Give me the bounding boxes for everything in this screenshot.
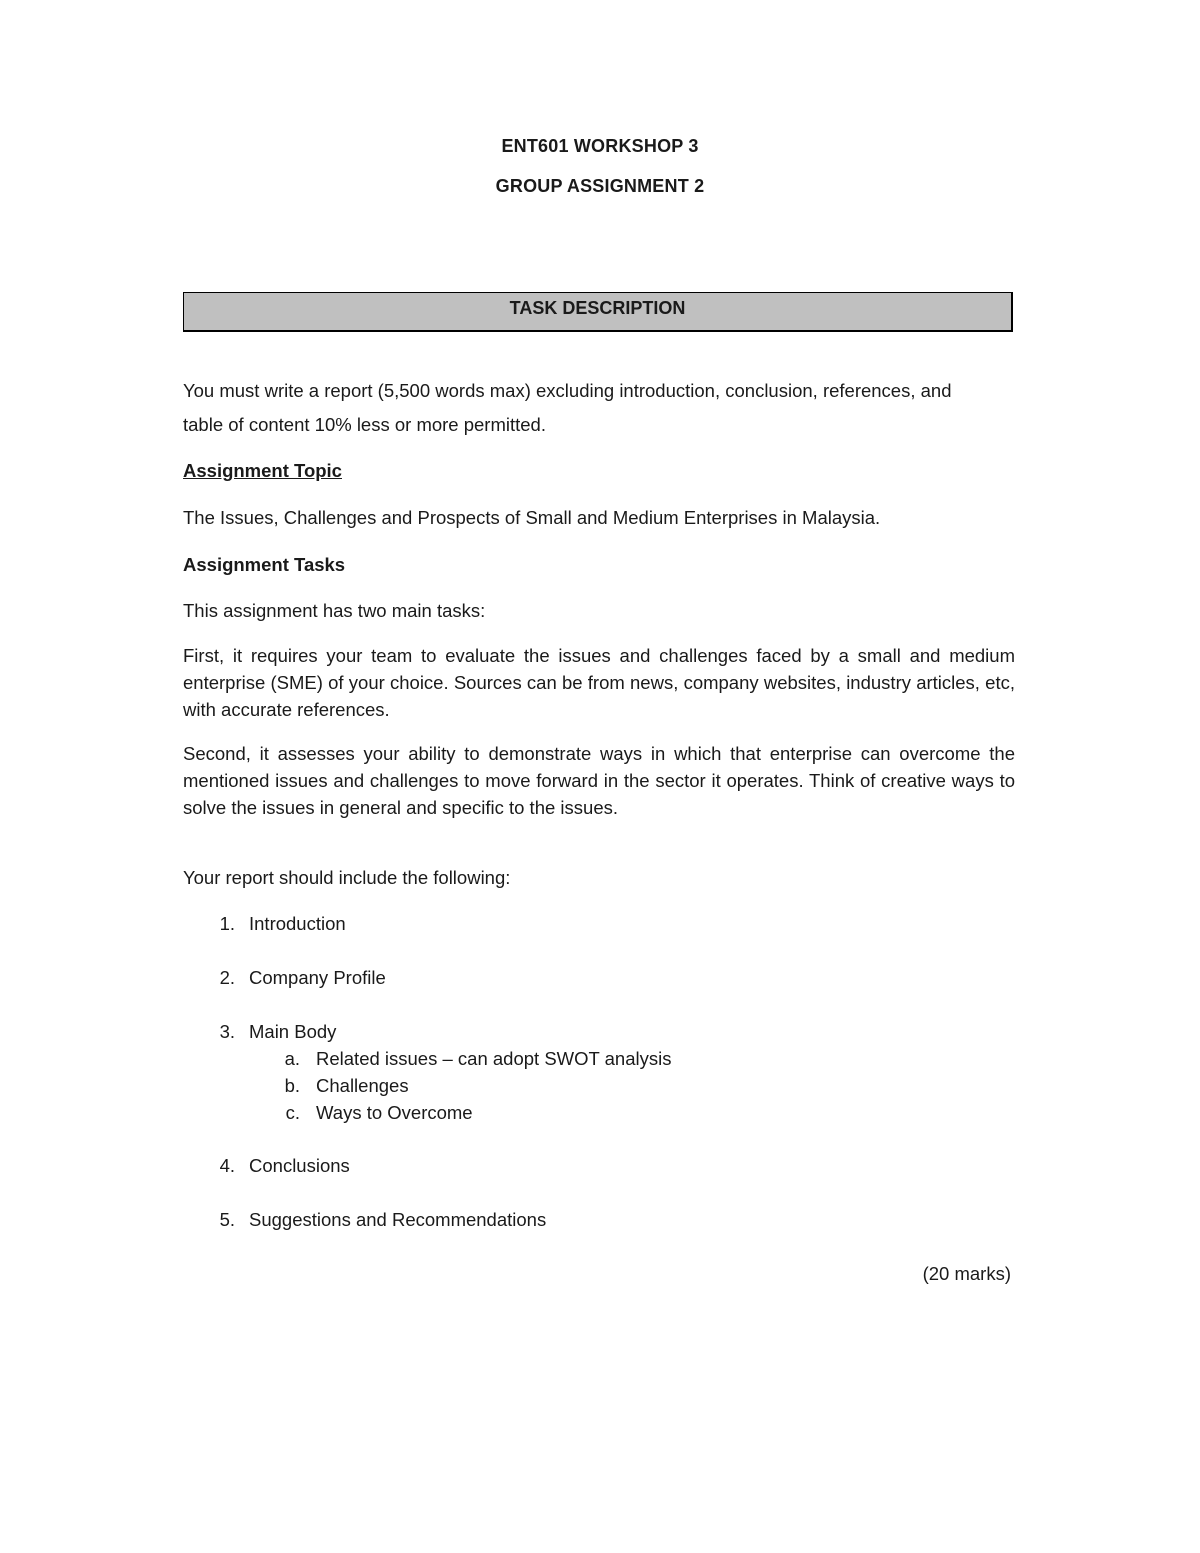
- assignment-tasks-lead: This assignment has two main tasks:: [183, 600, 486, 621]
- sub-list-item-letter: a.: [284, 1048, 300, 1069]
- list-item-number: 2.: [219, 967, 235, 988]
- list-item: Introduction: [249, 913, 346, 934]
- task-description-label: TASK DESCRIPTION: [509, 298, 686, 318]
- intro-line-2: table of content 10% less or more permitted.: [183, 414, 546, 435]
- list-item: Company Profile: [249, 967, 386, 988]
- list-item-number: 4.: [219, 1155, 235, 1176]
- intro-line-1: You must write a report (5,500 words max) excluding introduction, conclusion, references, and: [183, 380, 952, 401]
- assignment-topic-heading: Assignment Topic: [183, 460, 342, 481]
- sub-list-item: Challenges: [316, 1075, 409, 1096]
- sub-list-item-letter: c.: [285, 1102, 300, 1123]
- sub-list-item-letter: b.: [284, 1075, 300, 1096]
- sub-list-item: Related issues – can adopt SWOT analysis: [316, 1048, 672, 1069]
- sub-list-item: Ways to Overcome: [316, 1102, 473, 1123]
- list-item: Conclusions: [249, 1155, 350, 1176]
- list-item-number: 3.: [219, 1021, 235, 1042]
- document-subtitle: GROUP ASSIGNMENT 2: [495, 176, 705, 196]
- task-second-paragraph: Second, it assesses your ability to demonstrate ways in which that enterprise can overcome the mentioned issues and challenges to move forward in the sector it operates. Think of creative ways to solve the issues in general and specific to the issues.: [183, 743, 1015, 818]
- list-item: Suggestions and Recommendations: [249, 1209, 547, 1230]
- report-lead: Your report should include the following:: [183, 867, 511, 888]
- list-item-number: 5.: [219, 1209, 235, 1230]
- list-item: Main Body: [249, 1021, 337, 1042]
- marks-label: (20 marks): [922, 1263, 1011, 1284]
- assignment-topic-text: The Issues, Challenges and Prospects of Small and Medium Enterprises in Malaysia.: [183, 507, 881, 528]
- document-title: ENT601 WORKSHOP 3: [501, 136, 699, 156]
- task-description-box: [183, 292, 1013, 332]
- assignment-tasks-heading: Assignment Tasks: [183, 554, 346, 575]
- task-first-paragraph: First, it requires your team to evaluate the issues and challenges faced by a small and medium enterprise (SME) of your choice. Sources can be from news, company websites, industry articles, etc, with accurate references.: [183, 645, 1015, 720]
- list-item-number: 1.: [219, 913, 235, 934]
